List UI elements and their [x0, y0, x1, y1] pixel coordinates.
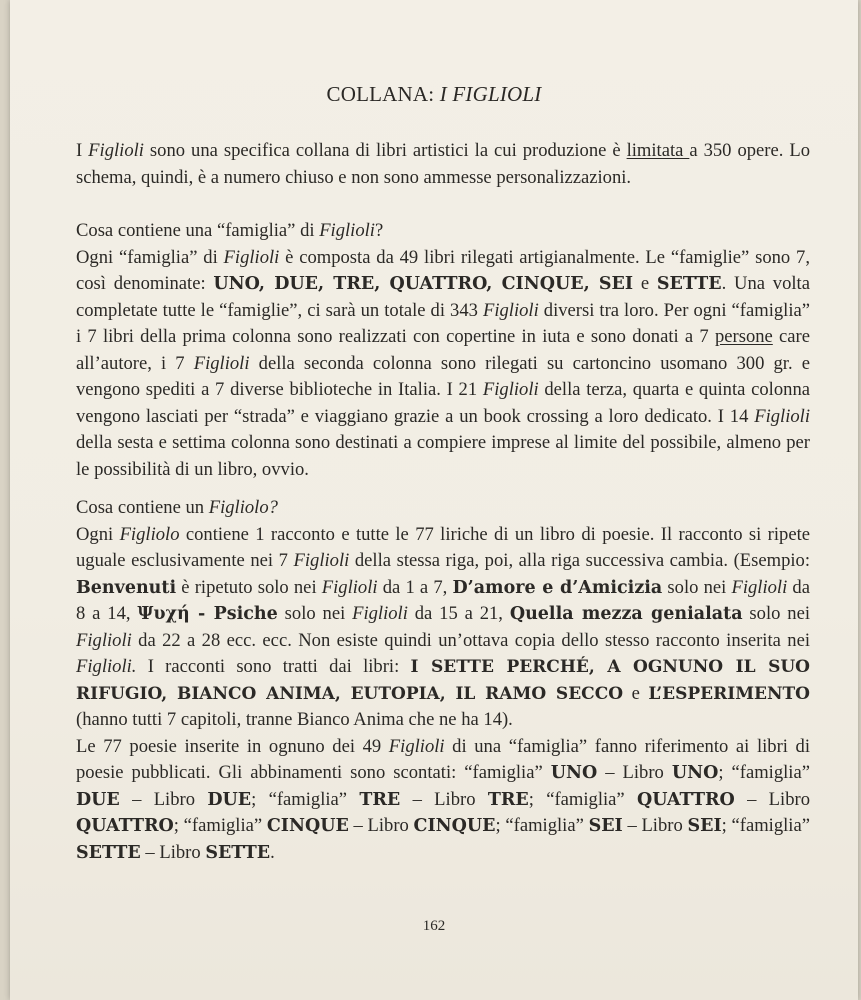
text-run: è composta da 49 libri rilegati artigianalmente. Le “famiglie” sono 7, così denominate: [76, 246, 810, 294]
text-run: solo nei [662, 576, 732, 598]
text-run: ; “famiglia” [173, 815, 267, 836]
text-run: Ogni [76, 523, 120, 545]
section-answer [76, 734, 810, 867]
text-run: della sesta e settima colonna sono destinati a compiere imprese al limite del possibile, almeno per le possibilità di un libro, ovvio. [76, 432, 810, 480]
text-run: care all’autore, i 7 [76, 326, 810, 374]
text-run: SEI [588, 816, 623, 836]
intro-paragraph [76, 138, 810, 191]
text-run: limitata [626, 140, 690, 161]
text-run: – Libro [140, 841, 206, 863]
section-answer [76, 522, 810, 734]
text-run: sono una specifica collana di libri artistici la cui produzione è [143, 140, 627, 161]
text-run: Figlioli [88, 140, 144, 161]
text-run: ; “famiglia” [528, 788, 637, 810]
text-run: Quella mezza genialata [509, 604, 743, 624]
text-run: . Una volta completate tutte le “famiglie”, ci sarà un totale di 343 [76, 273, 810, 321]
text-run: DUE [207, 789, 252, 810]
text-run: diversi tra loro. Per ogni “famiglia” i 7 libri della prima colonna sono realizzati con copertine in iuta e sono donati a 7 [76, 299, 810, 347]
section-question [76, 495, 810, 522]
text-run: solo nei [742, 603, 810, 624]
text-run: L’ESPERIMENTO [648, 683, 810, 704]
section-famiglia [76, 218, 810, 483]
text-run: SETTE [76, 842, 141, 863]
text-run: e [633, 273, 657, 294]
text-run: della terza, quarta e quinta colonna vengono lasciati per “strada” e viaggiano grazie a un book crossing a loro dedicato. I 14 [76, 379, 810, 427]
section-question [76, 218, 810, 245]
text-run: Figlioli [193, 352, 250, 374]
text-run: è ripetuto solo nei [176, 576, 322, 598]
text-run: Figlioli [76, 629, 132, 651]
text-run: Le 77 poesie inserite in ognuno dei 49 [76, 735, 389, 757]
text-run: Ψυχή - Psiche [137, 604, 278, 624]
text-run: – Libro [348, 815, 414, 836]
text-run: (hanno tutti 7 capitoli, tranne Bianco Anima che ne ha 14). [76, 709, 513, 730]
text-run: contiene 1 racconto e tutte le 77 liriche di un libro di poesie. Il racconto si ripete uguale esclusivamente nei 7 [76, 523, 810, 571]
text-run: solo nei [277, 603, 353, 624]
text-run: Cosa contiene un [76, 497, 209, 518]
text-run: UNO [671, 763, 719, 783]
text-run: persone [714, 326, 773, 347]
text-run: I [76, 140, 89, 161]
text-run: da 15 a 21, [407, 603, 510, 624]
text-run: QUATTRO [636, 789, 735, 810]
title-italic: I FIGLIOLI [439, 82, 542, 106]
text-run: TRE [487, 789, 529, 810]
text-run: D’amore e d’Amicizia [452, 577, 663, 598]
text-run: SEI [687, 816, 722, 836]
book-page [10, 0, 858, 1000]
text-run: a 350 opere. Lo schema, quindi, è a numero chiuso e non sono ammesse personalizzazioni. [76, 140, 811, 188]
text-run: Figlioli [482, 379, 539, 400]
text-run: – Libro [597, 762, 672, 783]
text-run: Benvenuti [76, 577, 177, 598]
text-run: SETTE [656, 274, 722, 294]
text-run: di una “famiglia” fanno riferimento ai libri di poesie pubblicati. Gli abbinamenti sono scontati: “famiglia” [76, 735, 810, 783]
text-run: – Libro [119, 788, 208, 810]
text-run: da 22 a 28 ecc. ecc. Non esiste quindi un’ottava copia dello stesso racconto inserita nei [131, 629, 810, 651]
text-run: Figlioli [223, 246, 280, 268]
text-run: CINQUE [413, 816, 496, 836]
section-answer [76, 245, 810, 484]
text-run: Figlioli [293, 550, 350, 571]
text-run: Figliolo? [208, 497, 278, 518]
text-run: Cosa contiene una “famiglia” di [76, 220, 320, 241]
text-run: e [623, 682, 649, 704]
text-run: Figlioli [754, 405, 810, 427]
text-run: Figliolo [119, 523, 180, 545]
text-run: TRE [359, 789, 401, 810]
text-run: – Libro [734, 788, 810, 810]
title-prefix: COLLANA: [326, 82, 440, 106]
text-run: Figlioli [352, 603, 408, 624]
text-run: Ogni “famiglia” di [76, 246, 224, 268]
text-run: DUE [76, 789, 120, 810]
text-run: della stessa riga, poi, alla riga successiva cambia. (Esempio: [349, 550, 810, 571]
text-run: ; “famiglia” [251, 788, 360, 810]
text-run: Figlioli [319, 220, 375, 241]
text-run: CINQUE [266, 816, 349, 836]
page-number: 162 [422, 918, 446, 934]
text-run: UNO, DUE, TRE, QUATTRO, CINQUE, SEI [213, 274, 634, 294]
text-run: ? [374, 220, 384, 241]
text-run: Figlioli [482, 299, 539, 321]
text-run: I SETTE PERCHÉ, A OGNUNO IL SUO RIFUGIO, BIANCO ANIMA, EUTOPIA, IL RAMO SECCO [76, 657, 810, 704]
text-run: Figlioli. [76, 656, 137, 677]
text-run: ; “famiglia” [718, 762, 810, 783]
text-run: SETTE [205, 842, 271, 863]
page-title [10, 82, 858, 107]
text-run: da 1 a 7, [377, 576, 453, 598]
text-run: della seconda colonna sono rilegati su cartoncino usomano 300 gr. e vengono spediti a 7 diverse biblioteche in Italia. I 21 [76, 352, 810, 400]
text-run: – Libro [622, 815, 688, 836]
text-run: UNO [550, 763, 598, 783]
section-figliolo [76, 495, 810, 866]
text-run: Figlioli [388, 735, 445, 757]
text-run: . [270, 841, 275, 863]
text-run: ; “famiglia” [495, 815, 589, 836]
text-run: I racconti sono tratti dai libri: [136, 656, 411, 677]
text-run: QUATTRO [76, 816, 174, 836]
text-run: Figlioli [321, 576, 378, 598]
text-run: ; “famiglia” [721, 815, 810, 836]
text-run: – Libro [400, 788, 488, 810]
text-run: da 8 a 14, [76, 576, 810, 624]
text-run: Figlioli [731, 576, 788, 598]
